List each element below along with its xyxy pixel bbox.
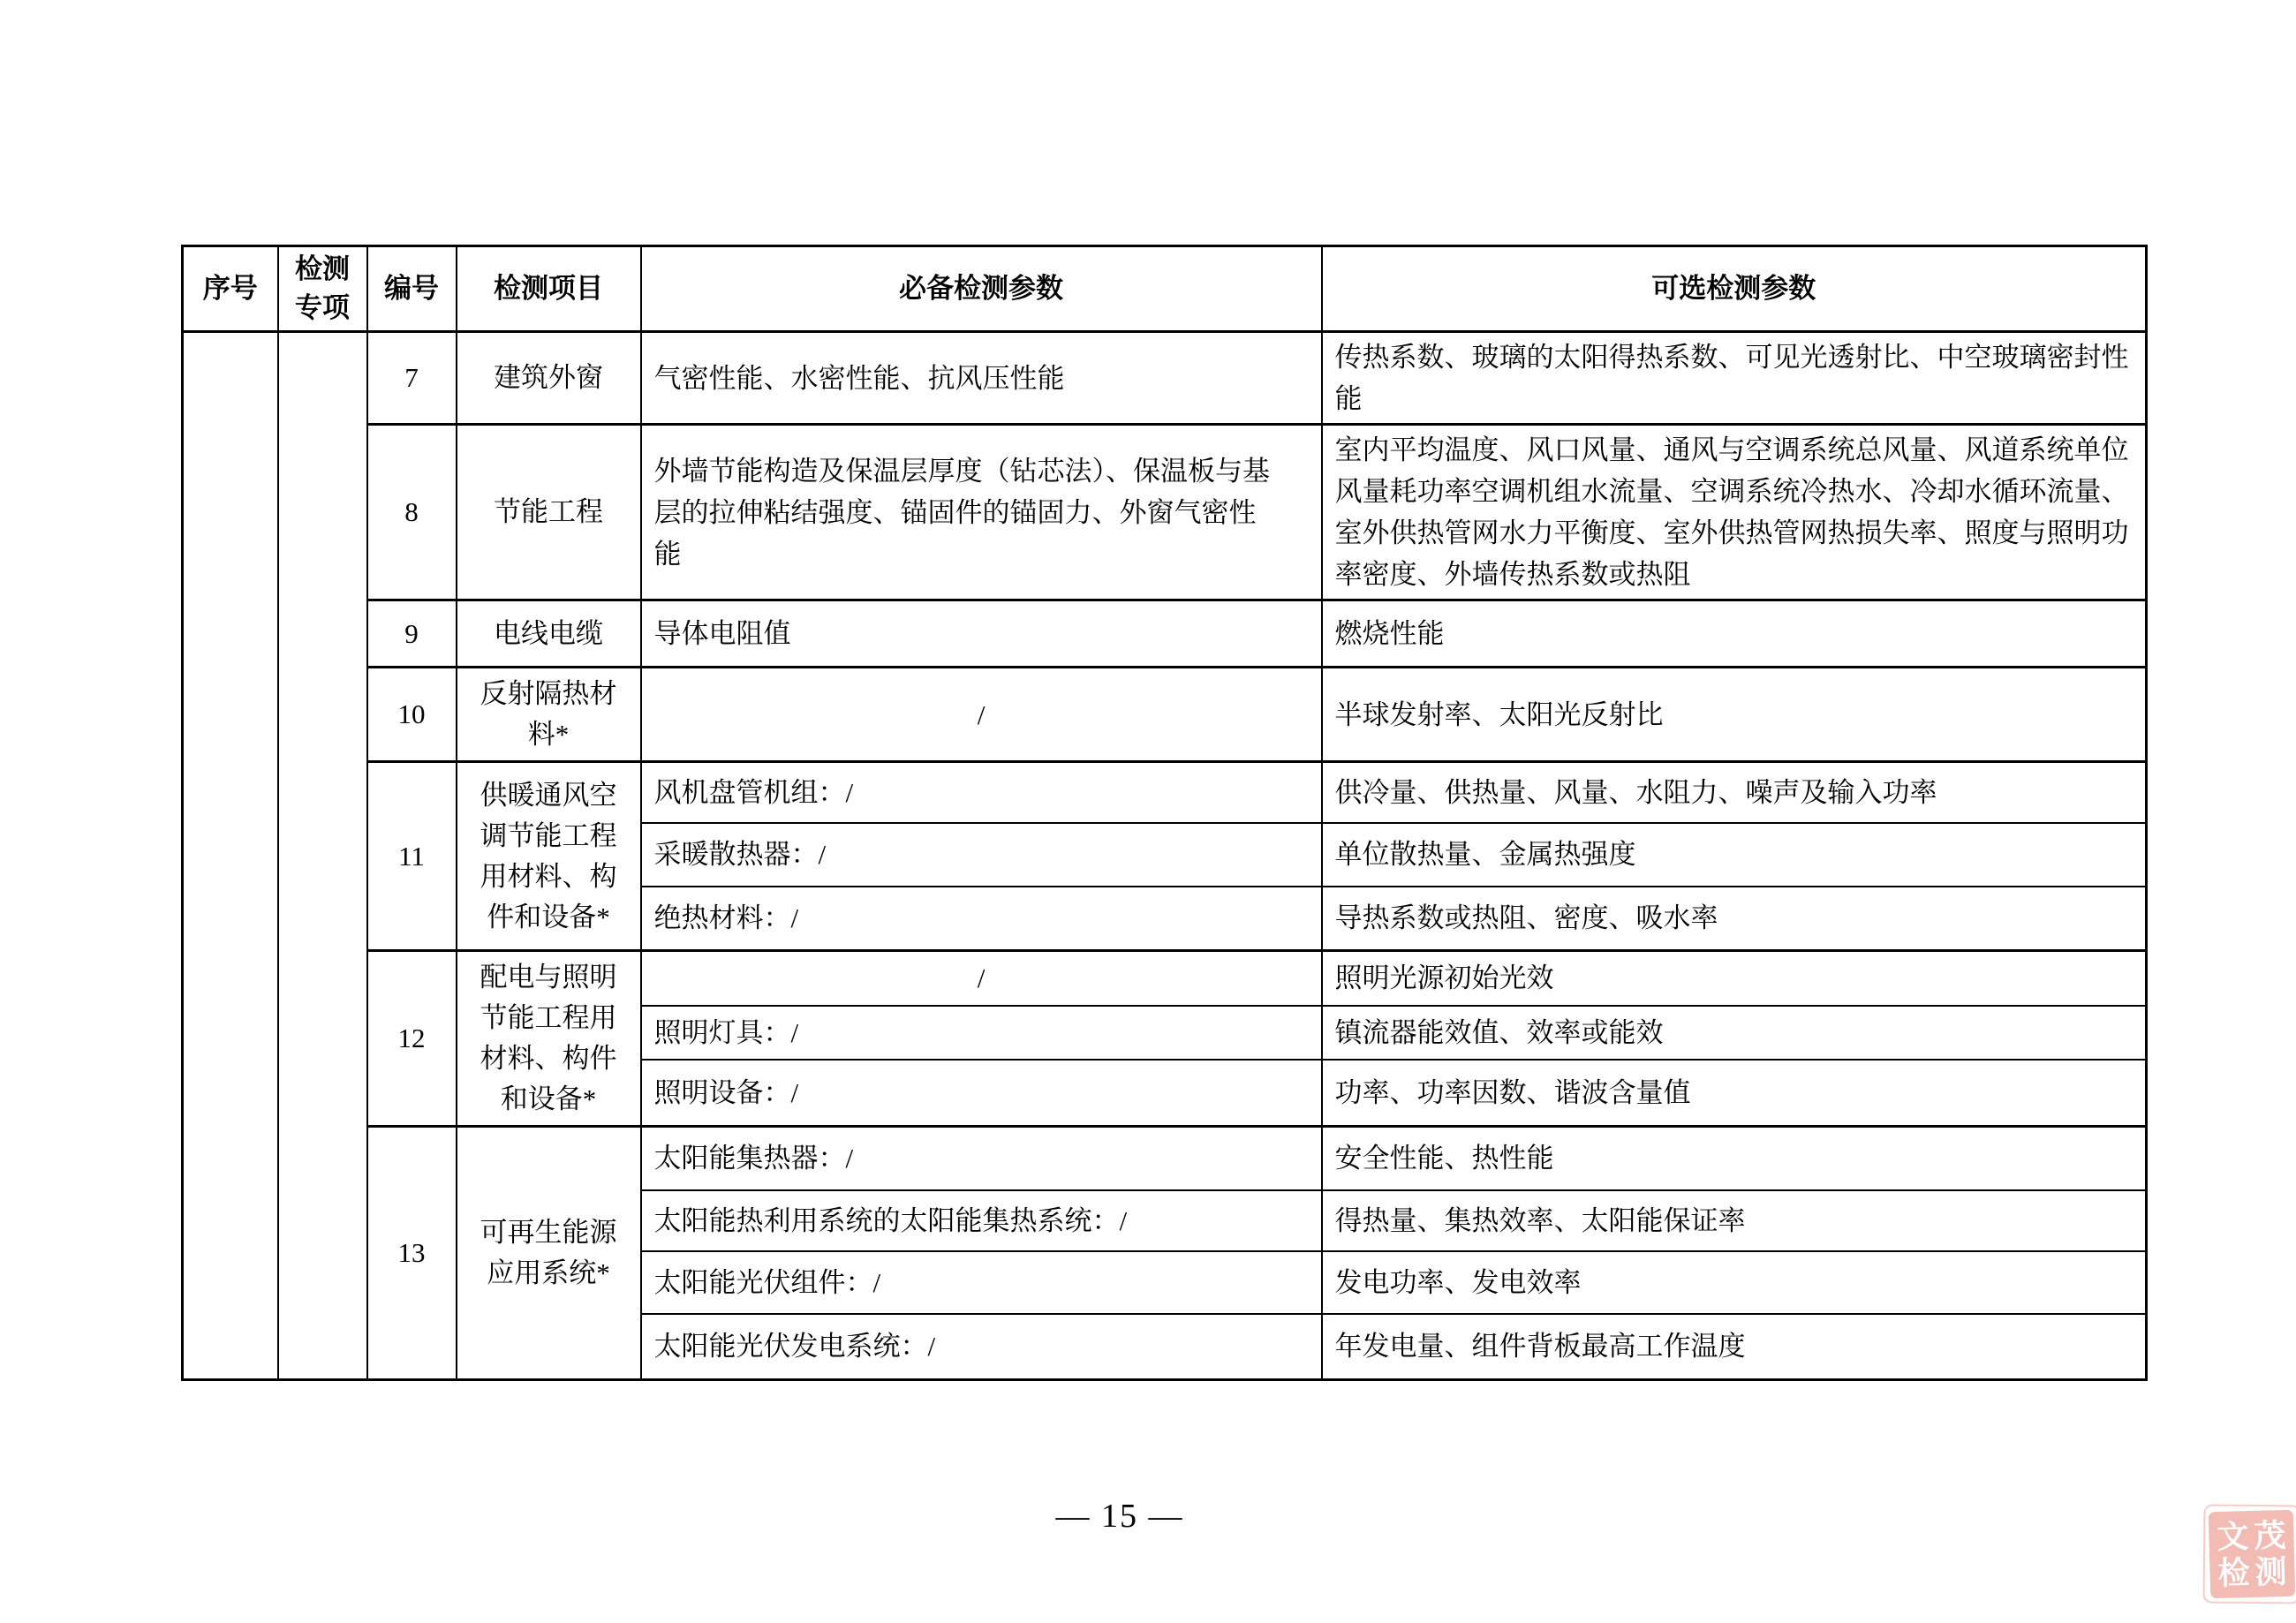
test-item-cell: 节能工程 (457, 425, 641, 600)
required-params-cell: 太阳能光伏组件：/ (641, 1251, 1322, 1314)
row-number-cell: 8 (367, 425, 457, 600)
table-row (183, 425, 2147, 600)
optional-params-cell: 年发电量、组件背板最高工作温度 (1322, 1314, 2147, 1380)
company-stamp-seal (2209, 1510, 2296, 1598)
optional-params-cell: 室内平均温度、风口风量、通风与空调系统总风量、风道系统单位风量耗功率空调机组水流量、空调系统冷热水、冷却水循环流量、室外供热管网水力平衡度、室外供热管网热损失率、照度与照明功率密度、外墙传热系数或热阻 (1322, 425, 2147, 600)
column-header-special-item: 检测专项 (278, 246, 367, 332)
required-params-cell: 风机盘管机组：/ (641, 762, 1322, 823)
table-header-row (183, 246, 2147, 332)
test-item-cell: 建筑外窗 (457, 332, 641, 425)
table-row (183, 600, 2147, 668)
test-item-cell: 电线电缆 (457, 600, 641, 668)
optional-params-cell: 导热系数或热阻、密度、吸水率 (1322, 887, 2147, 951)
optional-params-cell: 照明光源初始光效 (1322, 951, 2147, 1006)
row-number-cell: 11 (367, 762, 457, 951)
required-params-cell: 照明设备：/ (641, 1060, 1322, 1126)
stamp-char-4: 测 (2254, 1553, 2288, 1590)
optional-params-cell: 镇流器能效值、效率或能效 (1322, 1006, 2147, 1060)
optional-params-cell: 发电功率、发电效率 (1322, 1251, 2147, 1314)
column-header-serial: 序号 (183, 246, 278, 332)
row-number-cell: 13 (367, 1127, 457, 1380)
optional-params-cell: 燃烧性能 (1322, 600, 2147, 668)
required-params-cell: 外墙节能构造及保温层厚度（钻芯法）、保温板与基层的拉伸粘结强度、锚固件的锚固力、外窗气密性能 (641, 425, 1322, 600)
stamp-char-2: 茂 (2253, 1517, 2286, 1554)
row-number-cell: 7 (367, 332, 457, 425)
row-number-cell: 10 (367, 668, 457, 762)
row-number-cell: 9 (367, 600, 457, 668)
stamp-char-3: 检 (2217, 1554, 2251, 1591)
required-params-cell: 照明灯具：/ (641, 1006, 1322, 1060)
required-params-cell: / (641, 951, 1322, 1006)
special-item-empty-cell (278, 332, 367, 1380)
column-header-required-params: 必备检测参数 (641, 246, 1322, 332)
test-item-cell: 可再生能源应用系统* (457, 1127, 641, 1380)
test-item-cell: 配电与照明节能工程用材料、构件和设备* (457, 951, 641, 1127)
required-params-cell: 气密性能、水密性能、抗风压性能 (641, 332, 1322, 425)
test-item-cell: 供暖通风空调节能工程用材料、构件和设备* (457, 762, 641, 951)
table-header (183, 246, 2147, 332)
required-params-cell: 太阳能集热器：/ (641, 1127, 1322, 1190)
table-row (183, 332, 2147, 425)
inspection-parameter-table (181, 245, 2148, 1381)
column-header-optional-params: 可选检测参数 (1322, 246, 2147, 332)
optional-params-cell: 供冷量、供热量、风量、水阻力、噪声及输入功率 (1322, 762, 2147, 823)
optional-params-cell: 半球发射率、太阳光反射比 (1322, 668, 2147, 762)
required-params-cell: 太阳能热利用系统的太阳能集热系统：/ (641, 1190, 1322, 1251)
optional-params-cell: 得热量、集热效率、太阳能保证率 (1322, 1190, 2147, 1251)
table-row (183, 668, 2147, 762)
serial-empty-cell (183, 332, 278, 1380)
optional-params-cell: 单位散热量、金属热强度 (1322, 823, 2147, 887)
optional-params-cell: 功率、功率因数、谐波含量值 (1322, 1060, 2147, 1126)
row-number-cell: 12 (367, 951, 457, 1127)
table-row (183, 762, 2147, 823)
column-header-test-item: 检测项目 (457, 246, 641, 332)
required-params-cell: 导体电阻值 (641, 600, 1322, 668)
table-row (183, 951, 2147, 1006)
table-row (183, 1127, 2147, 1190)
optional-params-cell: 安全性能、热性能 (1322, 1127, 2147, 1190)
page-number: — 15 — (1055, 1498, 1184, 1535)
stamp-char-1: 文 (2216, 1518, 2249, 1555)
required-params-cell: / (641, 668, 1322, 762)
required-params-cell: 绝热材料：/ (641, 887, 1322, 951)
required-params-cell: 太阳能光伏发电系统：/ (641, 1314, 1322, 1380)
required-params-cell: 采暖散热器：/ (641, 823, 1322, 887)
column-header-number: 编号 (367, 246, 457, 332)
table-body (183, 332, 2147, 1380)
test-item-cell: 反射隔热材料* (457, 668, 641, 762)
optional-params-cell: 传热系数、玻璃的太阳得热系数、可见光透射比、中空玻璃密封性能 (1322, 332, 2147, 425)
